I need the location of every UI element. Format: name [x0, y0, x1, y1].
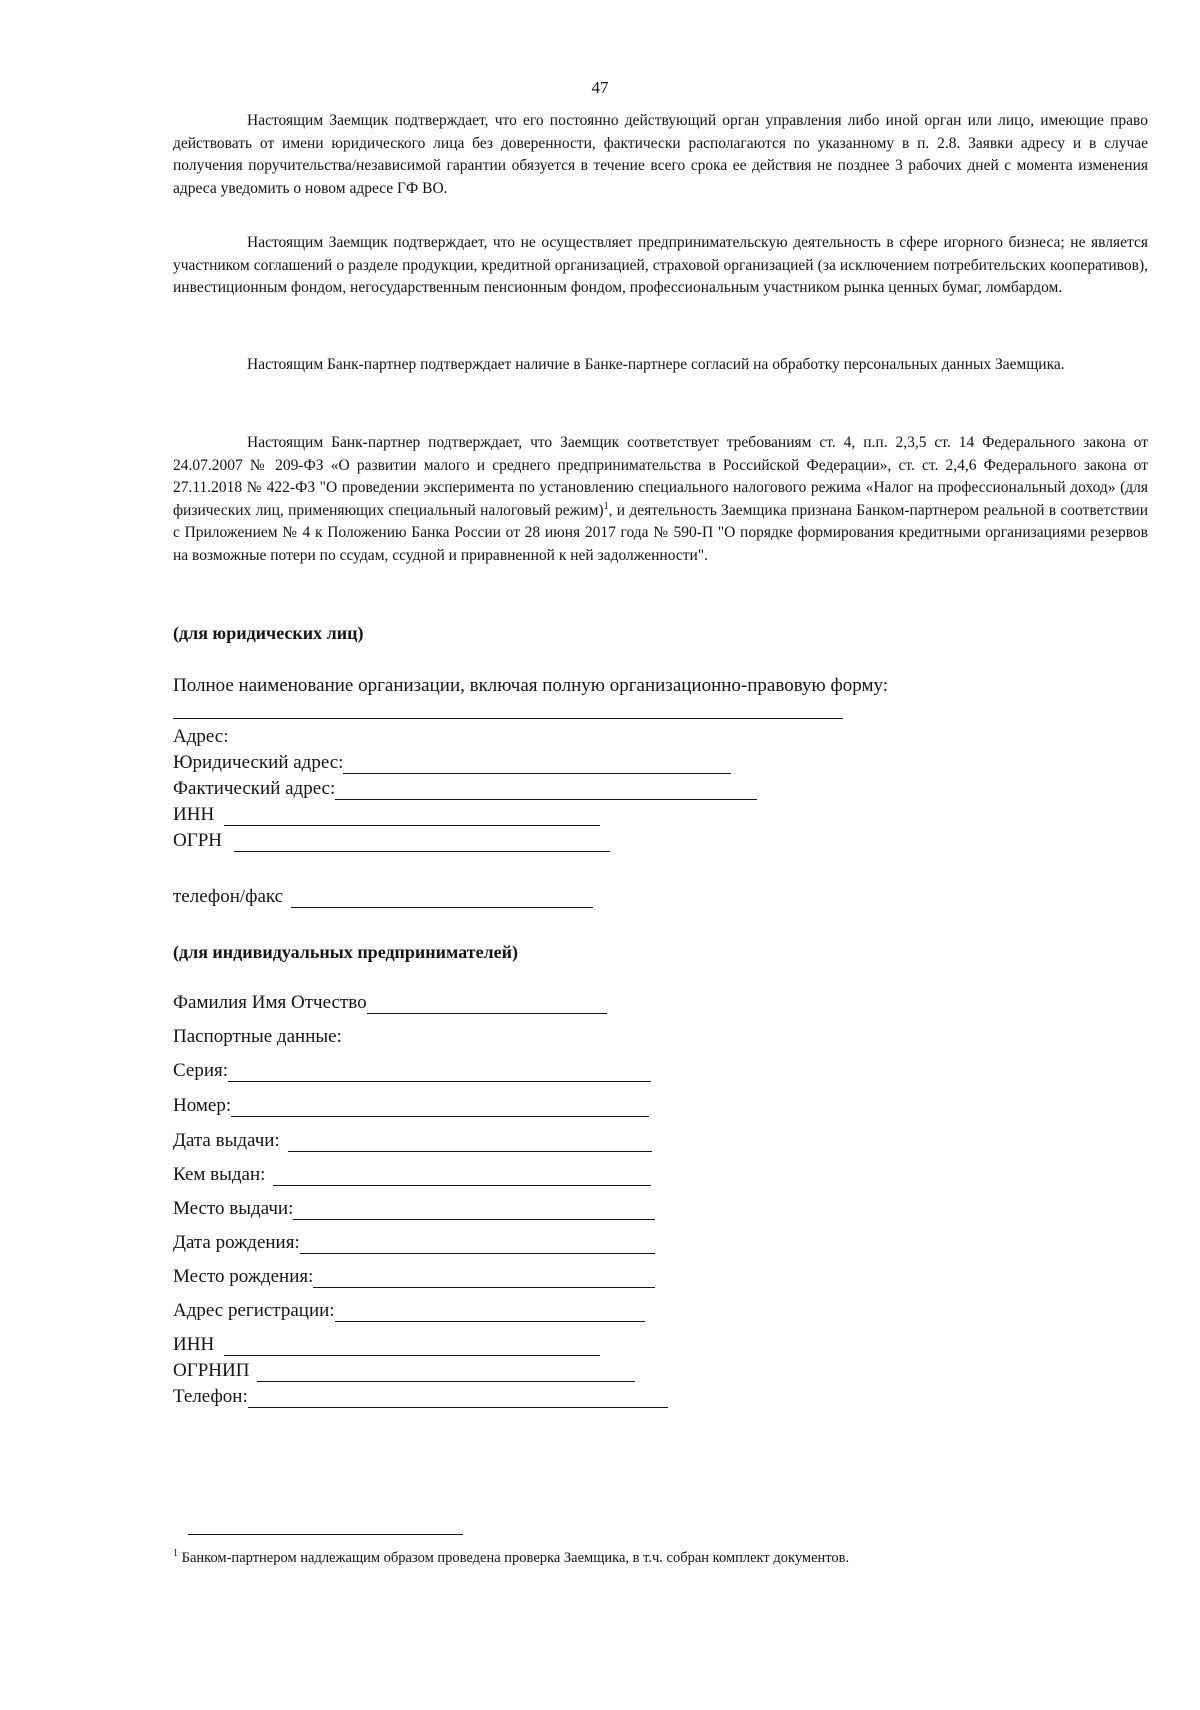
number-field[interactable]	[231, 1098, 649, 1117]
issue-date-label: Дата выдачи:	[173, 1130, 280, 1151]
actual-address-field[interactable]	[335, 781, 757, 800]
registration-address-row	[173, 1300, 645, 1322]
ogrnip-row	[173, 1360, 635, 1382]
issue-place-row	[173, 1198, 655, 1220]
phone-field[interactable]	[248, 1389, 668, 1408]
phone-row	[173, 1386, 668, 1408]
issue-place-field[interactable]	[293, 1201, 655, 1220]
birth-date-row	[173, 1232, 655, 1254]
org-inn-label: ИНН	[173, 804, 215, 825]
org-inn-field[interactable]	[224, 807, 600, 826]
birth-date-field[interactable]	[300, 1235, 655, 1254]
paragraph-address-confirmation: Настоящим Заемщик подтверждает, что его постоянно действующий орган управления либо иной орган или лицо, имеющие право действовать от имени юридического лица без доверенности, фактически располагаются по указанному в п. 2.8. Заявки адресу и в случае получения поручительства/независимой гарантии обязуется в течение всего срока ее действия не позднее 3 рабочих дней с момента изменения адреса уведомить о новом адресе ГФ ВО.	[173, 112, 1148, 197]
issued-by-field[interactable]	[273, 1167, 651, 1186]
org-full-name-field[interactable]	[173, 718, 843, 719]
birth-place-field[interactable]	[313, 1269, 655, 1288]
series-field[interactable]	[228, 1063, 651, 1082]
entrepreneur-inn-row	[173, 1334, 600, 1356]
phone-fax-label: телефон/факс	[173, 886, 284, 907]
ogrnip-label: ОГРНИП	[173, 1360, 250, 1381]
org-inn-row	[173, 804, 600, 826]
ogrnip-field[interactable]	[257, 1363, 635, 1382]
entrepreneur-inn-label: ИНН	[173, 1334, 215, 1355]
compliance-text-part1: Настоящим Банк-партнер подтверждает, что Заемщик соответствует требованиям ст. 4, п.п. 2,3,5 ст. 14 Федерального закона от 24.07.2007 № 209-ФЗ «О развитии малого и среднего предпринимательства в Российской Федерации», ст. ст. 2,4,6 Федерального закона от 27.11.2018 № 422-ФЗ "О проведении эксперимента по установлению специального налогового режима «Налог на профессиональный доход» (для физических лиц, применяющих специальный налоговый режим)	[173, 434, 1148, 519]
issued-by-label: Кем выдан:	[173, 1164, 266, 1185]
org-ogrn-label: ОГРН	[173, 830, 222, 851]
registration-address-label: Адрес регистрации:	[173, 1300, 335, 1321]
passport-label: Паспортные данные:	[173, 1026, 342, 1047]
issue-date-field[interactable]	[288, 1133, 652, 1152]
phone-fax-field[interactable]	[291, 889, 593, 908]
legal-address-row	[173, 752, 731, 774]
footnote-reference: 1	[603, 500, 609, 512]
address-label: Адрес:	[173, 726, 229, 747]
full-name-row	[173, 992, 607, 1014]
series-label: Серия:	[173, 1060, 229, 1081]
registration-address-field[interactable]	[335, 1303, 645, 1322]
issue-place-label: Место выдачи:	[173, 1198, 294, 1219]
paragraph-business-restrictions: Настоящим Заемщик подтверждает, что не осуществляет предпринимательскую деятельность в сфере игорного бизнеса; не является участником соглашений о разделе продукции, кредитной организацией, страховой организацией (за исключением потребительских кооперативов), инвестиционным фондом, негосударственным пенсионным фондом, профессиональным участником рынка ценных бумаг, ломбардом.	[173, 234, 1148, 296]
birth-place-row	[173, 1266, 655, 1288]
actual-address-label: Фактический адрес:	[173, 778, 336, 799]
issued-by-row	[173, 1164, 651, 1186]
footnote-mark: 1	[173, 1548, 178, 1559]
full-name-field[interactable]	[367, 995, 607, 1014]
number-label: Номер:	[173, 1095, 232, 1116]
compliance-text-part2: , и деятельность Заемщика признана Банком-партнером реальной в соответствии с Приложением № 4 к Положению Банка России от 28 июня 2017 года № 590-П "О порядке формирования кредитными организациями резервов на возможные потери по ссудам, ссудной и приравненной к ней задолженности".	[173, 501, 1148, 564]
phone-fax-row	[173, 886, 593, 908]
legal-entities-heading: (для юридических лиц)	[173, 623, 364, 643]
actual-address-row	[173, 778, 757, 800]
legal-address-field[interactable]	[343, 755, 731, 774]
entrepreneurs-heading: (для индивидуальных предпринимателей)	[173, 942, 519, 962]
footnote	[173, 1548, 849, 1567]
birth-place-label: Место рождения:	[173, 1266, 314, 1287]
paragraph-personal-data-consent: Настоящим Банк-партнер подтверждает наличие в Банке-партнере согласий на обработку персональных данных Заемщика.	[247, 356, 1065, 373]
series-row	[173, 1060, 651, 1082]
org-ogrn-field[interactable]	[234, 833, 610, 852]
paragraph-bank-partner-compliance	[173, 432, 1148, 567]
page-number: 47	[591, 78, 609, 97]
issue-date-row	[173, 1130, 652, 1152]
phone-label: Телефон:	[173, 1386, 248, 1407]
org-full-name-label: Полное наименование организации, включая полную организационно-правовую форму:	[173, 675, 889, 696]
birth-date-label: Дата рождения:	[173, 1232, 300, 1253]
org-ogrn-row	[173, 830, 610, 852]
entrepreneur-inn-field[interactable]	[224, 1337, 600, 1356]
legal-address-label: Юридический адрес:	[173, 752, 344, 773]
footnote-text: Банком-партнером надлежащим образом проведена проверка Заемщика, в т.ч. собран комплект документов.	[181, 1549, 850, 1566]
footnote-divider	[188, 1534, 463, 1535]
full-name-label: Фамилия Имя Отчество	[173, 992, 367, 1013]
number-row	[173, 1095, 649, 1117]
